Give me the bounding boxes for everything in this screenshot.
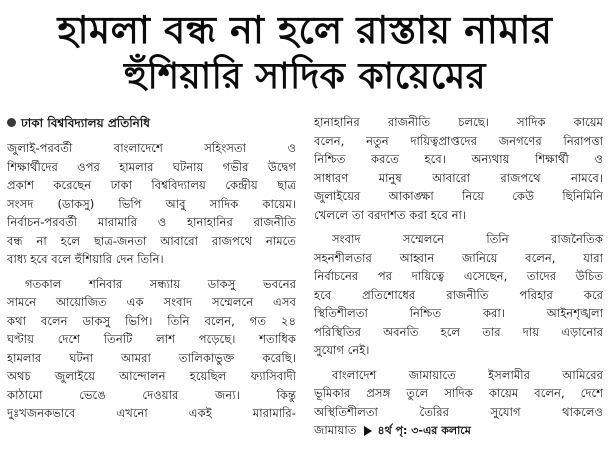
text-line: হানাহানির রাজনীতি চলছে। সাদিক কায়েম	[314, 115, 603, 129]
text-line: অস্থিতিশীলতা তৈরির সুযোগ থাকলেও	[314, 404, 603, 419]
headline-line-1: হামলা বন্ধ না হলে রাস্তায় নামার	[57, 8, 553, 52]
text-line: বাধ্য হবে বলে হুঁশিয়ারি দেন তিনি।	[7, 252, 164, 266]
text-line: নির্বাচনের পর দায়িত্বে এসেছেন, তাদের উচিত	[314, 269, 603, 283]
article-column-right	[314, 113, 603, 453]
text-line: সহনশীলতার আহ্বান জানিয়ে বলেন, যারা	[314, 250, 603, 265]
text-line: বলেন, নতুন দায়িত্বপ্রাপ্তদের জনগণের নিরাপত্তা	[314, 133, 603, 148]
paragraph	[314, 230, 603, 360]
arrow-right-icon	[364, 426, 372, 436]
text-line: সংসদ (ডাকসু) ভিপি আবু সাদিক কায়েম।	[7, 196, 296, 211]
text-line: কথা বলেন ডাকসু ভিপি। তিনি বলেন, গত ২৪	[7, 313, 296, 328]
paragraph	[7, 139, 296, 269]
text-line: নিশ্চিত করতে হবে। অন্যথায় শিক্ষার্থী ও	[314, 152, 603, 166]
text-line: শিক্ষার্থীদের ওপর হামলার ঘটনায় গভীর উদ্বেগ	[7, 159, 296, 174]
text-line: জামায়াত	[314, 423, 357, 437]
text-line: হবে প্রতিশোধের রাজনীতি পরিহার করে	[314, 287, 603, 302]
paragraph	[314, 366, 603, 440]
text-line: অথচ জুলাইয়ে আন্দোলন হয়েছিল ফ্যাসিবাদী	[7, 369, 296, 383]
text-line: সাধারণ মানুষ আবারো রাজপথে নামবে।	[314, 170, 603, 185]
byline	[7, 113, 296, 133]
bullet-icon	[7, 118, 16, 127]
text-line: জুলাইয়ের আকাঙ্ক্ষা নিয়ে কেউ ছিনিমিনি	[314, 189, 603, 203]
text-line: জুলাই-পরবর্তী বাংলাদেশে সহিংসতা ও	[7, 141, 296, 155]
text-line: পরিস্থিতির অবনতি হলে তার দায় এড়ানোর	[314, 324, 603, 339]
text-line: সামনে আয়োজিত এক সংবাদ সম্মেলনে এসব	[7, 295, 296, 309]
paragraph	[314, 113, 603, 224]
text-line: বন্ধ না হলে ছাত্র-জনতা আবারো রাজপথে নামতে	[7, 233, 296, 248]
text-line: হামলার ঘটনা আমরা তালিকাভুক্ত করেছি।	[7, 350, 296, 365]
text-line: দুঃখজনকভাবে এখনো একই মারামারি-	[7, 406, 296, 420]
byline-text: ঢাকা বিশ্ববিদ্যালয় প্রতিনিধি	[21, 116, 150, 130]
article-column-left	[7, 113, 296, 453]
text-line: কাঠামো ভেঙে দেওয়ার জন্য। কিন্তু	[7, 387, 296, 402]
headline-line-2: হুঁশিয়ারি সাদিক কায়েমের	[123, 56, 487, 97]
text-line: ঘণ্টায় দেশে তিনটি লাশ পড়েছে। শতাধিক	[7, 332, 296, 346]
text-line: সংবাদ সম্মেলনে তিনি রাজনৈতিক	[332, 232, 603, 246]
paragraph	[7, 275, 296, 423]
text-line: স্থিতিশীলতা নিশ্চিত করা। আইনশৃঙ্খলা	[314, 306, 603, 320]
text-line: প্রকাশ করেছেন ঢাকা বিশ্ববিদ্যালয় কেন্দ্রীয় ছাত্র	[7, 178, 296, 192]
continuation-line	[314, 421, 603, 440]
text-line: সুযোগ নেই।	[314, 343, 370, 357]
continuation-reference: ৪র্থ পৃ: ৩-এর কলামে	[377, 424, 471, 437]
text-line: নির্বাচন-পরবর্তী মারামারি ও হানাহানির রাজনীতি	[7, 215, 296, 229]
text-line: খেললে তা বরদাশত করা হবে না।	[314, 207, 467, 222]
text-line: গতকাল শনিবার সন্ধ্যায় ডাকসু ভবনের	[25, 276, 296, 291]
text-line: বাংলাদেশ জামায়াতে ইসলামীর আমিরের	[332, 367, 603, 382]
text-line: ভূমিকার প্রসঙ্গ তুলে সাদিক কায়েম বলেন, দেশে	[314, 386, 603, 400]
